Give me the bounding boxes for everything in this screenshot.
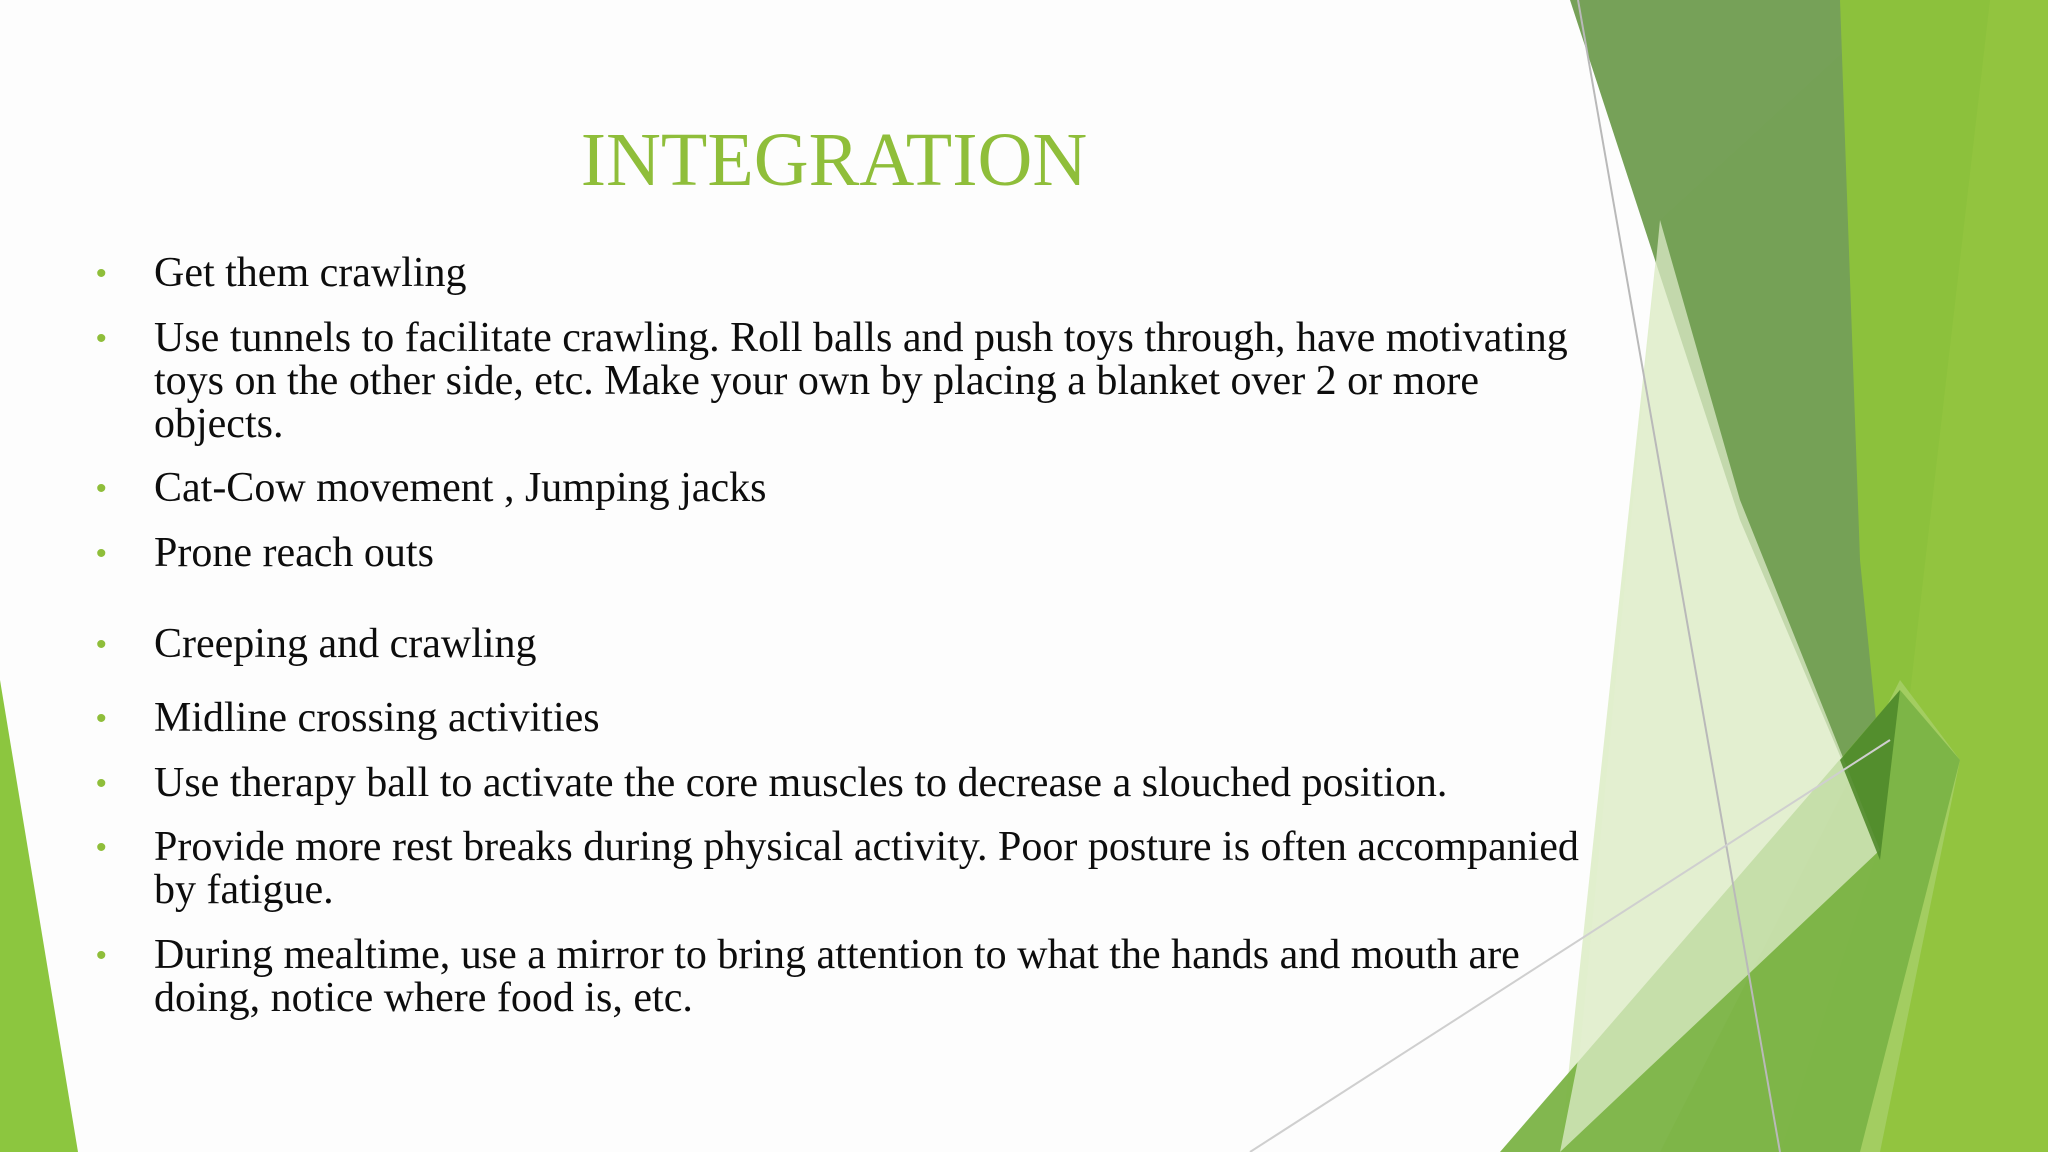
bullet-dot-icon: • — [96, 472, 107, 505]
bullet-text: Cat-Cow movement , Jumping jacks — [154, 465, 767, 511]
bullet-text: During mealtime, use a mirror to bring attention to what the hands and mouth are doing, notice where food is, etc. — [154, 932, 1520, 1021]
bullet-dot-icon: • — [96, 939, 107, 972]
bullet-text: Get them crawling — [154, 250, 467, 296]
bullet-text: Creeping and crawling — [154, 621, 537, 667]
bullet-dot-icon: • — [96, 537, 107, 570]
bullet-dot-icon: • — [96, 322, 107, 355]
bullet-dot-icon: • — [96, 628, 107, 661]
bullet-text: Use tunnels to facilitate crawling. Roll balls and push toys through, have motivating toys on the other side, etc. Make your own by placing a blanket over 2 or more objects. — [154, 315, 1568, 447]
bullet-dot-icon: • — [96, 831, 107, 864]
decor-left-sliver — [0, 680, 78, 1152]
bullet-dot-icon: • — [96, 257, 107, 290]
bullet-dot-icon: • — [96, 767, 107, 800]
bullet-text: Provide more rest breaks during physical activity. Poor posture is often accompanied by fatigue. — [154, 824, 1579, 913]
bullet-text: Prone reach outs — [154, 530, 434, 576]
bullet-text: Use therapy ball to activate the core muscles to decrease a slouched position. — [154, 760, 1448, 806]
bullet-text: Midline crossing activities — [154, 695, 600, 741]
bullet-dot-icon: • — [96, 702, 107, 735]
slide-title: INTEGRATION — [580, 118, 1088, 202]
